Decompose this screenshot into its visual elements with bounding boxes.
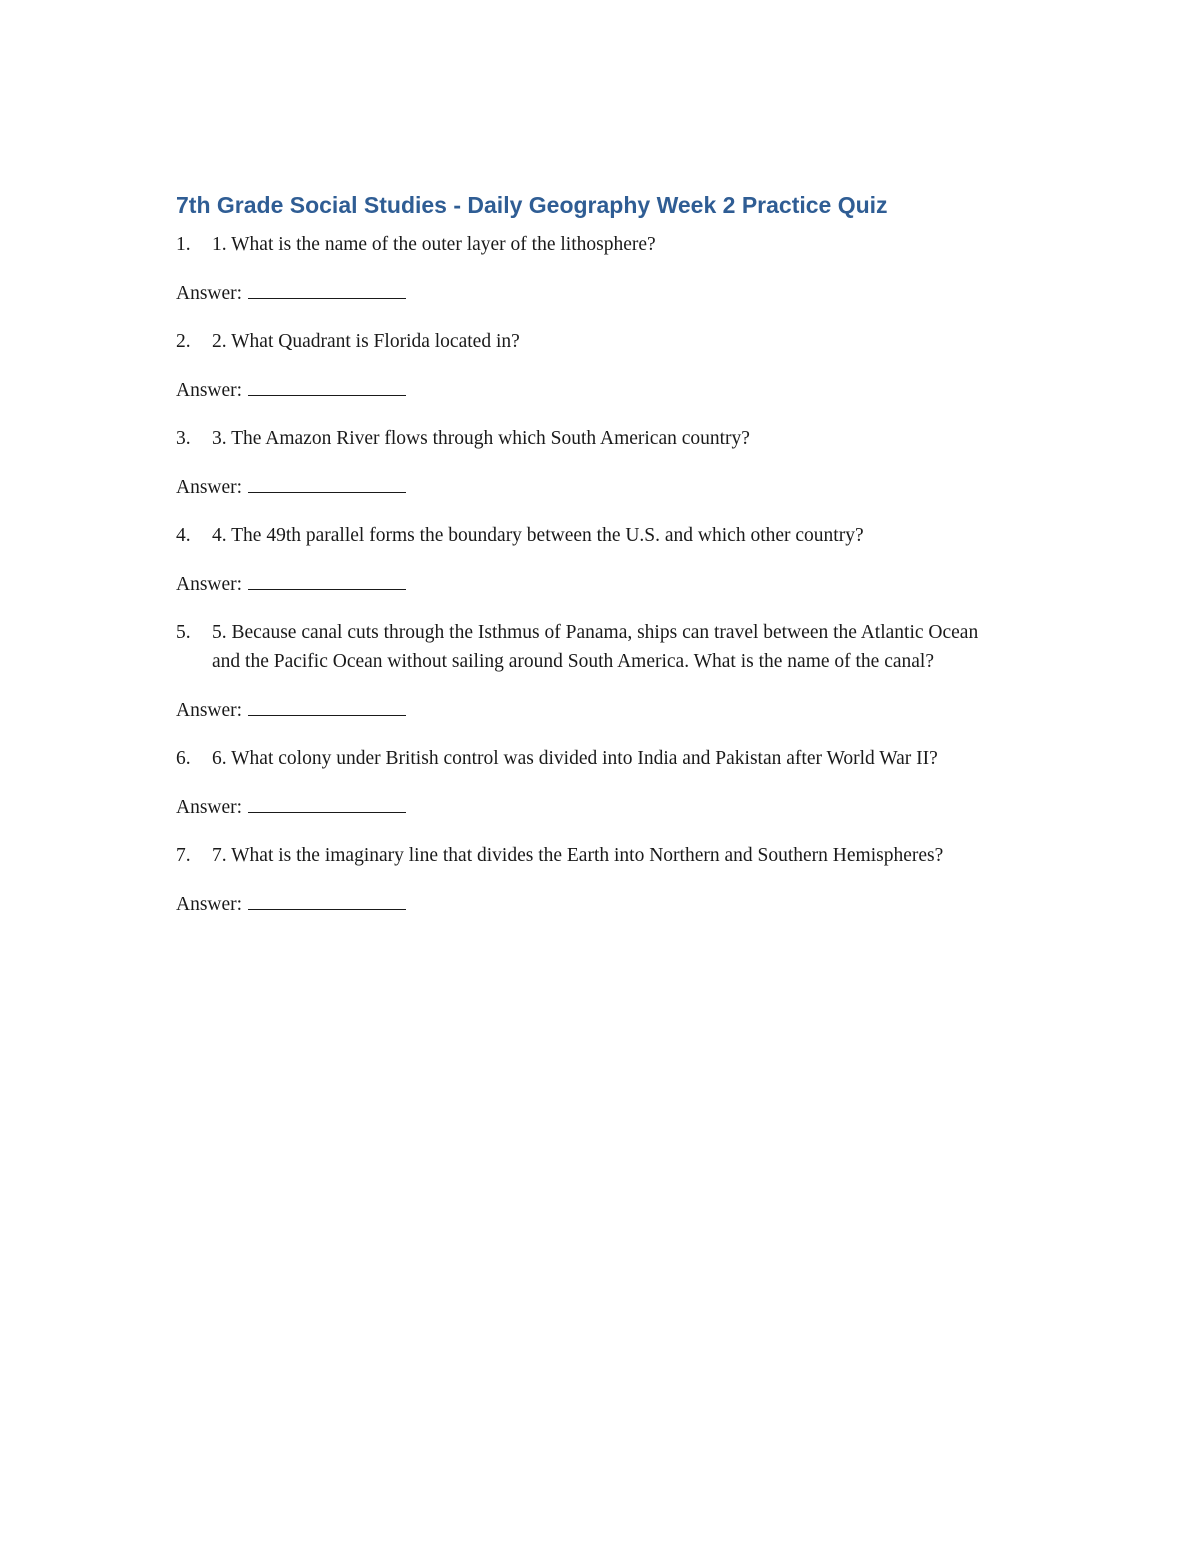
answer-blank[interactable]	[248, 278, 406, 299]
question-text: 4. The 49th parallel forms the boundary between the U.S. and which other country?	[212, 525, 864, 546]
answer-label: Answer:	[176, 283, 243, 304]
quiz-page	[176, 188, 1026, 938]
answer-row	[176, 472, 1026, 502]
question-1	[176, 230, 1026, 259]
answer-row	[176, 569, 1026, 599]
answer-row	[176, 889, 1026, 919]
question-block-4	[176, 521, 1026, 599]
question-6	[176, 744, 1026, 773]
answer-label: Answer:	[176, 574, 243, 595]
answer-blank[interactable]	[248, 569, 406, 590]
answer-label: Answer:	[176, 797, 243, 818]
answer-blank[interactable]	[248, 889, 406, 910]
answer-blank[interactable]	[248, 472, 406, 493]
question-block-3	[176, 424, 1026, 502]
answer-label: Answer:	[176, 477, 243, 498]
question-text: 5. Because canal cuts through the Isthmus of Panama, ships can travel between the Atlantic Ocean and the Pacific Ocean without sailing around South America. What is the name of the canal?	[212, 622, 979, 672]
page-title: 7th Grade Social Studies - Daily Geography Week 2 Practice Quiz	[176, 192, 888, 218]
question-3	[176, 424, 1026, 453]
question-number: 6.	[176, 748, 191, 769]
answer-blank[interactable]	[248, 792, 406, 813]
answer-row	[176, 792, 1026, 822]
question-text: 3. The Amazon River flows through which South American country?	[212, 428, 750, 449]
question-4	[176, 521, 1026, 550]
question-text: 2. What Quadrant is Florida located in?	[212, 331, 520, 352]
question-2	[176, 327, 1026, 356]
question-block-2	[176, 327, 1026, 405]
answer-blank[interactable]	[248, 695, 406, 716]
answer-label: Answer:	[176, 380, 243, 401]
question-5	[176, 618, 1026, 676]
question-block-6	[176, 744, 1026, 822]
answer-row	[176, 375, 1026, 405]
question-number: 5.	[176, 622, 191, 643]
question-7	[176, 841, 1026, 870]
question-text: 6. What colony under British control was divided into India and Pakistan after World War II?	[212, 748, 938, 769]
question-block-7	[176, 841, 1026, 919]
question-block-5	[176, 618, 1026, 725]
answer-label: Answer:	[176, 894, 243, 915]
question-number: 7.	[176, 845, 191, 866]
answer-blank[interactable]	[248, 375, 406, 396]
question-number: 4.	[176, 525, 191, 546]
question-number: 3.	[176, 428, 191, 449]
answer-label: Answer:	[176, 700, 243, 721]
question-number: 2.	[176, 331, 191, 352]
answer-row	[176, 695, 1026, 725]
answer-row	[176, 278, 1026, 308]
question-number: 1.	[176, 234, 191, 255]
question-block-1	[176, 230, 1026, 308]
question-text: 1. What is the name of the outer layer of the lithosphere?	[212, 234, 656, 255]
question-text: 7. What is the imaginary line that divides the Earth into Northern and Southern Hemispheres?	[212, 845, 944, 866]
